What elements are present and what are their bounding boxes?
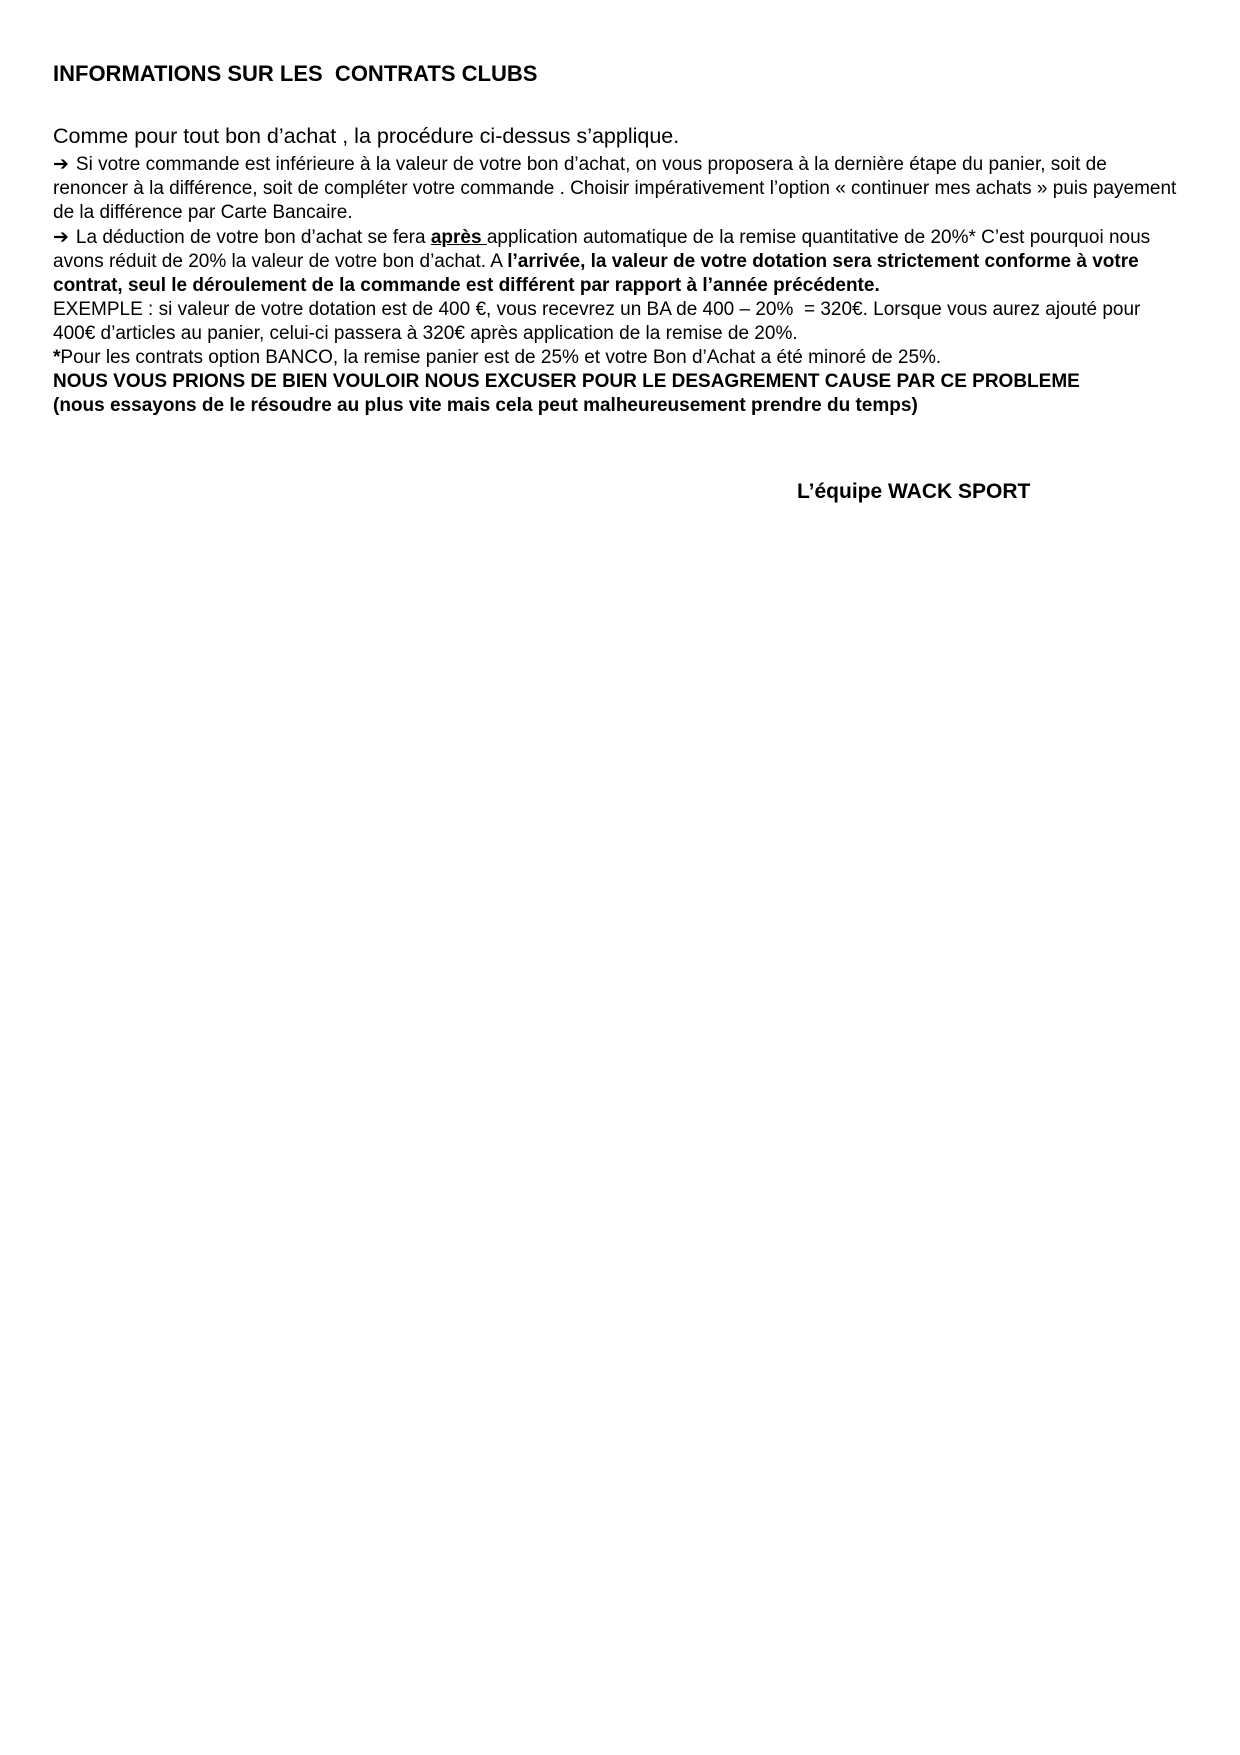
- bullet-deduction-mid: application automatique de la remise quantitative de 20%* C’est pourquoi nous avons réduit de 20% la valeur de votre bon d’achat. A: [53, 227, 1151, 272]
- signature-team: L’équipe WACK SPORT: [797, 480, 1031, 503]
- bullet-deduction: [53, 225, 1185, 298]
- arrow-bullet-icon: ➔: [53, 226, 69, 248]
- bullet-deduction-lead: La déduction de votre bon d’achat se fera: [75, 227, 431, 248]
- apology-line-1: NOUS VOUS PRIONS DE BIEN VOULOIR NOUS EXCUSER POUR LE DESAGREMENT CAUSE PAR CE PROBLEME: [53, 371, 1080, 392]
- bullet-deduction-bold-tail: l’arrivée, la valeur de votre dotation sera strictement conforme à votre contrat, seul le déroulement de la commande est différent par rapport à l’année précédente.: [53, 251, 1139, 296]
- bullet-deduction-underlined-apres: après: [430, 227, 487, 248]
- footnote-banco: [53, 346, 1185, 370]
- bullet-commande-text: Si votre commande est inférieure à la valeur de votre bon d’achat, on vous proposera à la dernière étape du panier, soit de renoncer à la différence, soit de compléter votre commande . Choisir impérativement l’option « continuer mes achats » puis payement de la différence par Carte Bancaire.: [53, 154, 1177, 223]
- footnote-asterisk: *: [53, 347, 61, 368]
- bullet-commande-inferieure: [53, 152, 1185, 225]
- intro-line: Comme pour tout bon d’achat , la procédure ci-dessus s’applique.: [53, 124, 680, 148]
- footnote-text: Pour les contrats option BANCO, la remise panier est de 25% et votre Bon d’Achat a été minoré de 25%.: [60, 347, 942, 368]
- example-paragraph: EXEMPLE : si valeur de votre dotation est de 400 €, vous recevrez un BA de 400 – 20% = 320€. Lorsque vous aurez ajouté pour 400€ d’articles au panier, celui-ci passera à 320€ après application de la remise de 20%.: [53, 299, 1141, 344]
- arrow-bullet-icon: ➔: [53, 153, 69, 175]
- apology-line-2: (nous essayons de le résoudre au plus vite mais cela peut malheureusement prendre du temps): [53, 395, 918, 416]
- body-text-block: [53, 152, 1185, 504]
- page-title: INFORMATIONS SUR LES CONTRATS CLUBS: [53, 61, 538, 86]
